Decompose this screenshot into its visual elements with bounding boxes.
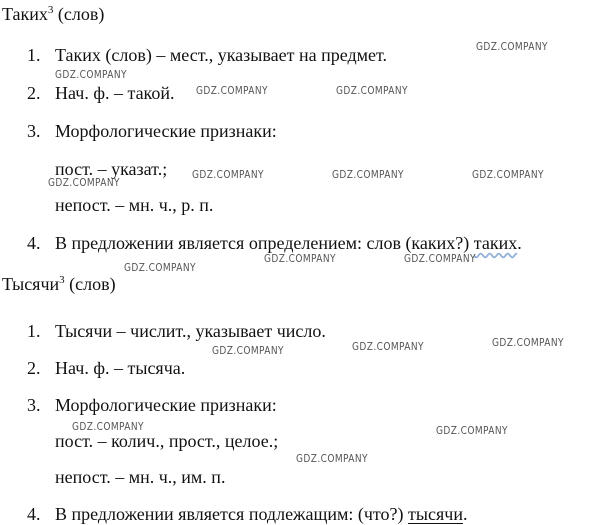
item-number: 4. [27, 504, 41, 524]
sub-item: непост. – мн. ч., р. п. [55, 195, 214, 215]
item-number: 3. [27, 395, 41, 415]
title-rest: (слов) [53, 4, 105, 24]
list-item [27, 120, 277, 142]
title-superscript: 3 [59, 274, 65, 286]
watermark: GDZ.COMPANY [192, 168, 264, 181]
sub-item: непост. – мн. ч., им. п. [55, 467, 226, 487]
watermark: GDZ.COMPANY [55, 68, 127, 81]
list-item [27, 503, 467, 525]
section-title [2, 3, 104, 25]
item-number: 2. [27, 358, 41, 378]
watermark: GDZ.COMPANY [404, 252, 476, 265]
list-item [27, 320, 326, 342]
item-text: Тысячи – числит., указывает число. [55, 321, 326, 341]
watermark: GDZ.COMPANY [436, 424, 508, 437]
item-number: 1. [27, 321, 41, 341]
item-text: В предложении является подлежащим: (что?) [55, 504, 409, 524]
item-number: 4. [27, 233, 41, 253]
section-title [2, 273, 116, 295]
item-text: Морфологические признаки: [55, 395, 277, 415]
list-item [27, 357, 185, 379]
title-word: Тысячи [2, 274, 60, 294]
title-rest: (слов) [64, 274, 116, 294]
marked-word: тысячи [408, 504, 463, 524]
watermark: GDZ.COMPANY [472, 168, 544, 181]
sub-item: пост. – колич., прост., целое.; [55, 431, 279, 451]
item-number: 2. [27, 83, 41, 103]
list-item [27, 232, 522, 254]
watermark: GDZ.COMPANY [476, 40, 548, 53]
item-text: Таких (слов) – мест., указывает на предмет. [55, 45, 388, 65]
list-item [27, 44, 387, 66]
watermark: GDZ.COMPANY [332, 168, 404, 181]
watermark: GDZ.COMPANY [492, 336, 564, 349]
watermark: GDZ.COMPANY [72, 420, 144, 433]
sub-item: пост. – указат.; [55, 159, 168, 179]
item-text: В предложении является определением: слов (каких?) [55, 233, 474, 253]
item-text: Нач. ф. – такой. [55, 83, 175, 103]
watermark: GDZ.COMPANY [212, 344, 284, 357]
marked-word: таких [473, 233, 518, 253]
list-item [27, 394, 277, 416]
title-word: Таких [2, 4, 48, 24]
watermark: GDZ.COMPANY [352, 340, 424, 353]
item-text: Нач. ф. – тысяча. [55, 358, 186, 378]
item-number: 1. [27, 45, 41, 65]
item-number: 3. [27, 121, 41, 141]
watermark: GDZ.COMPANY [296, 452, 368, 465]
watermark: GDZ.COMPANY [48, 176, 120, 189]
item-end: . [517, 233, 522, 253]
watermark: GDZ.COMPANY [264, 252, 336, 265]
item-end: . [462, 504, 468, 524]
watermark: GDZ.COMPANY [336, 84, 408, 97]
title-superscript: 3 [47, 4, 54, 16]
watermark: GDZ.COMPANY [196, 84, 268, 97]
list-item [27, 82, 175, 104]
watermark: GDZ.COMPANY [124, 261, 196, 274]
item-text: Морфологические признаки: [55, 121, 277, 141]
